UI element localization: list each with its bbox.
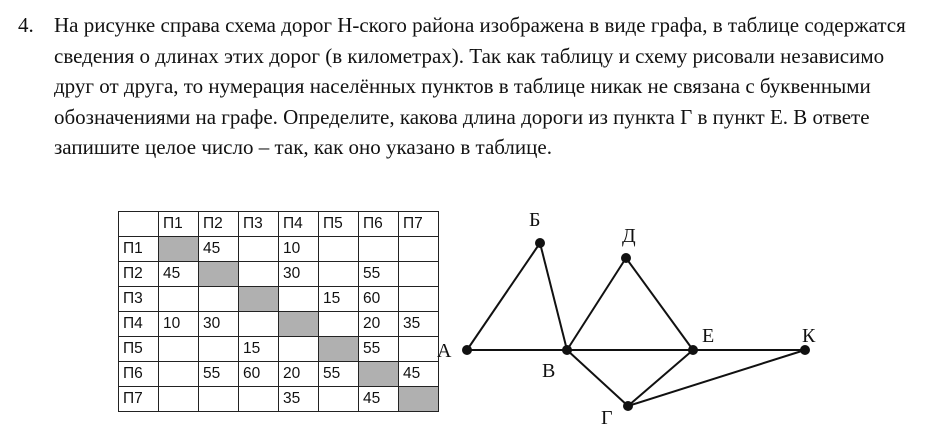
table-cell: 10 — [279, 237, 319, 262]
column-header: П7 — [399, 212, 439, 237]
graph-vertex — [535, 238, 545, 248]
table-cell: 35 — [399, 312, 439, 337]
row-header: П6 — [119, 362, 159, 387]
row-header: П1 — [119, 237, 159, 262]
graph-edge — [567, 258, 626, 350]
table-cell: 55 — [319, 362, 359, 387]
table-cell: 20 — [279, 362, 319, 387]
column-header: П1 — [159, 212, 199, 237]
vertex-label: К — [802, 325, 816, 347]
table-cell: 15 — [319, 287, 359, 312]
table-cell: 30 — [279, 262, 319, 287]
table-cell: 30 — [199, 312, 239, 337]
row-header: П2 — [119, 262, 159, 287]
graph-labels — [437, 209, 816, 429]
table-cell: 45 — [199, 237, 239, 262]
vertex-label: Д — [622, 225, 636, 247]
graph-edge — [567, 350, 628, 406]
graph-edges — [467, 243, 805, 406]
table-cell: 55 — [199, 362, 239, 387]
graph-vertex — [688, 345, 698, 355]
graph-vertex — [462, 345, 472, 355]
graph-nodes — [462, 238, 810, 411]
graph-edge — [540, 243, 567, 350]
table-cell: 55 — [359, 262, 399, 287]
column-header: П3 — [239, 212, 279, 237]
graph-edge — [628, 350, 805, 406]
vertex-label: Г — [601, 407, 613, 429]
graph-edge — [467, 243, 540, 350]
graph-vertex — [562, 345, 572, 355]
problem-text: На рисунке справа схема дорог Н-ского района изображена в виде графа, в таблице содержатся сведения о длинах этих дорог (в километрах). Так как таблицу и схему рисовали независимо друг от друга, то нумерация населённых пунктов в таблице никак не связана с буквенными обозначениями на графе. Определите, какова длина дороги из пункта Г в пункт Е. В ответе запишите целое число – так, как оно указано в таблице. — [54, 13, 906, 160]
row-header: П4 — [119, 312, 159, 337]
vertex-label: Е — [702, 325, 715, 347]
table-cell: 45 — [159, 262, 199, 287]
table-cell: 45 — [359, 387, 399, 412]
table-cell: 15 — [239, 337, 279, 362]
table-cell: 60 — [239, 362, 279, 387]
table-cell: 45 — [399, 362, 439, 387]
problem-number: 4. — [18, 13, 34, 37]
column-header: П5 — [319, 212, 359, 237]
column-header: П6 — [359, 212, 399, 237]
column-header: П4 — [279, 212, 319, 237]
row-header: П3 — [119, 287, 159, 312]
column-header: П2 — [199, 212, 239, 237]
graph-edge — [628, 350, 693, 406]
table-cell: 20 — [359, 312, 399, 337]
table-cell: 10 — [159, 312, 199, 337]
table-cell: 60 — [359, 287, 399, 312]
table-cell: 55 — [359, 337, 399, 362]
graph-edge — [626, 258, 693, 350]
vertex-label: А — [437, 340, 452, 362]
vertex-label: В — [542, 360, 556, 382]
vertex-label: Б — [529, 209, 541, 231]
graph-vertex — [623, 401, 633, 411]
graph-vertex — [621, 253, 631, 263]
row-header: П7 — [119, 387, 159, 412]
row-header: П5 — [119, 337, 159, 362]
table-cell: 35 — [279, 387, 319, 412]
